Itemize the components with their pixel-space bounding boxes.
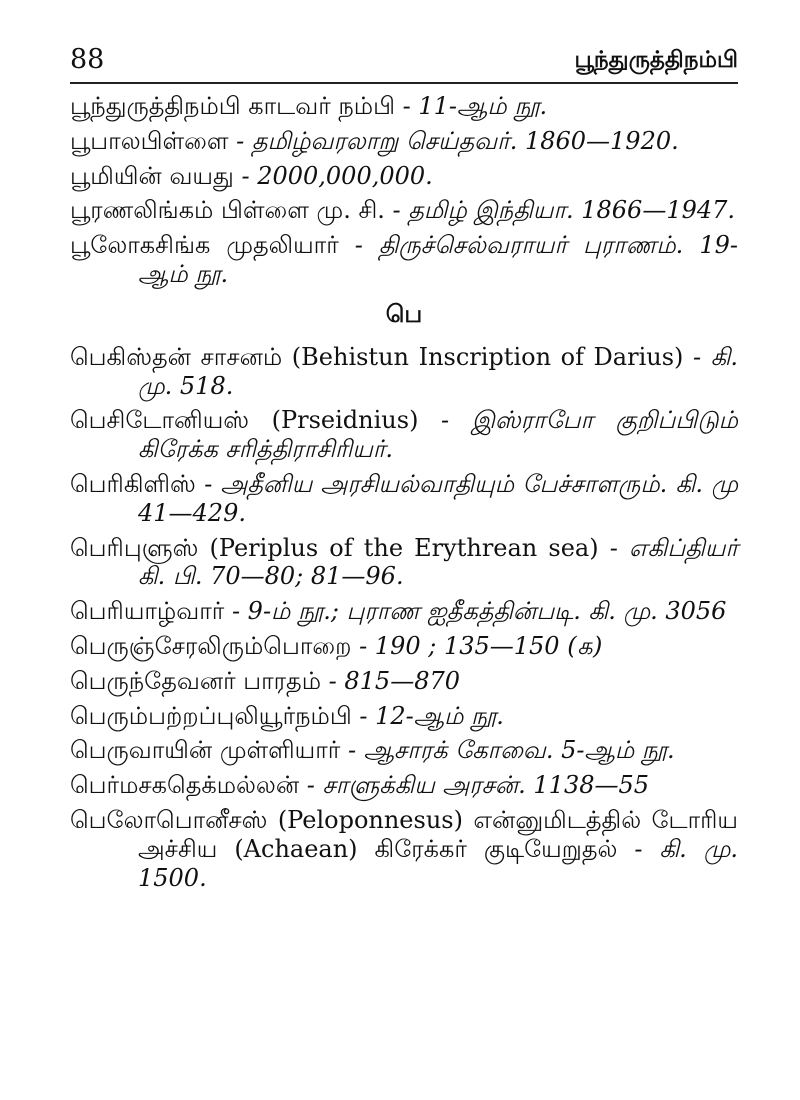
entry-head: பெர்மசகதெக்மல்லன் [70, 771, 300, 800]
entry [70, 231, 738, 289]
entry-desc: - சாளுக்கிய அரசன். 1138—55 [306, 771, 650, 800]
entry [70, 92, 738, 121]
entry-desc: - 815—870 [328, 666, 461, 695]
entry-head: பெசிடோனியஸ் (Prseidnius) [70, 406, 419, 435]
entry [70, 632, 738, 661]
entry-head: பெருவாயின் முள்ளியார் [70, 736, 341, 765]
entry-head: பூந்துருத்திநம்பி காடவர் நம்பி [70, 92, 396, 120]
entry-desc: - 190 ; 135—150 (௧) [359, 631, 603, 660]
entry-desc: - கி. மு. 518. [138, 342, 738, 400]
entry-desc: - ஆசாரக் கோவை. 5-ஆம் நூ. [347, 736, 675, 765]
entry [70, 127, 738, 156]
page-number: 88 [70, 44, 105, 75]
entry [70, 667, 738, 696]
entry-head: பெரும்பற்றப்புலியூர்நம்பி [70, 701, 352, 730]
section-letter: பெ [385, 298, 423, 328]
entry-desc: - இஸ்ராபோ குறிப்பிடும் கிரேக்க சரித்திராசிரியர். [138, 406, 738, 464]
entry-desc: - 2000,000,000. [241, 161, 433, 190]
entry-desc: - 9-ம் நூ.; புராண ஐதீகத்தின்படி. கி. மு. 3056 [231, 597, 727, 626]
entry-desc: - திருச்செல்வராயர் புராணம். 19-ஆம் நூ. [138, 231, 738, 288]
entry-desc: - தமிழ் இந்தியா. 1866—1947. [392, 196, 736, 225]
entries [70, 92, 738, 1070]
entry-desc: - கி. மு. 1500. [138, 834, 738, 892]
entry [70, 196, 738, 225]
entry [70, 343, 738, 401]
entry-head: பெருஞ்சேரலிரும்பொறை [70, 631, 352, 660]
entry-desc: - 12-ஆம் நூ. [359, 701, 504, 730]
entry-head: பூபாலபிள்ளை [70, 126, 229, 155]
entry-head: பெரிகிளிஸ் [70, 469, 196, 498]
entry [70, 406, 738, 464]
running-head: பூந்துருத்திநம்பி [574, 46, 738, 73]
entry-head: பெரிபுளுஸ் (Periplus of the Erythrean sea) [70, 533, 599, 562]
entry-head: பெகிஸ்தன் சாசனம் (Behistun Inscription of Darius) [70, 342, 684, 371]
entry [70, 470, 738, 528]
entry-head: பெலோபொனீசஸ் (Peloponnesus) என்னுமிடத்தில் டோரிய அச்சிய (Achaean) கிரேக்கர் குடியேறுதல் [70, 805, 738, 863]
entry [70, 771, 738, 800]
entry [70, 162, 738, 191]
entry [70, 534, 738, 592]
page-header [70, 42, 738, 84]
entry-desc: - அதீனிய அரசியல்வாதியும் பேச்சாளரும். கி. மு 41—429. [138, 469, 738, 527]
entry [70, 806, 738, 892]
entry-desc: - எகிப்தியர் கி. பி. 70—80; 81—96. [138, 533, 738, 591]
entry-head: பூரணலிங்கம் பிள்ளை மு. சி. [70, 196, 385, 225]
entry-desc: - 11-ஆம் நூ. [402, 92, 548, 120]
entry-head: பெரியாழ்வார் [70, 597, 225, 626]
entry-desc: - தமிழ்வரலாறு செய்தவர். 1860—1920. [236, 126, 679, 155]
entry-head: பெருந்தேவனர் பாரதம் [70, 666, 322, 695]
entry-head: பூலோகசிங்க முதலியார் [70, 231, 339, 260]
entry [70, 736, 738, 765]
entry-head: பூமியின் வயது [70, 161, 234, 190]
entry [70, 702, 738, 731]
entry [70, 597, 738, 626]
